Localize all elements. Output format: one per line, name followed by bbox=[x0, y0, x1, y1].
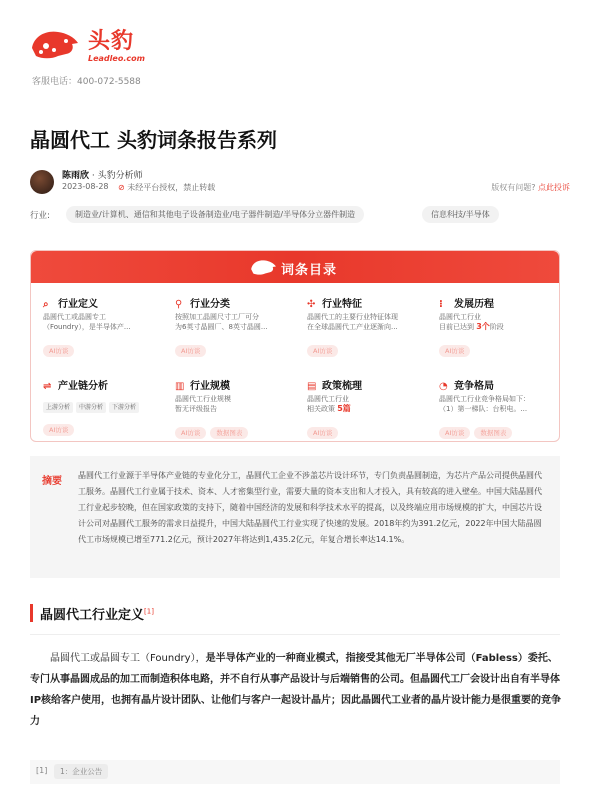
toc-item-desc: （1）第一梯队：台积电。... bbox=[439, 405, 528, 413]
stage-count: 3个 bbox=[476, 322, 490, 331]
publish-date: 2023-08-28 bbox=[62, 182, 109, 191]
copyright-question-text: 版权有问题? bbox=[491, 183, 536, 192]
industry-label: 行业: bbox=[30, 211, 50, 221]
data-chart-chip[interactable]: 数据图表 bbox=[210, 427, 248, 439]
toc-item-desc: 为6英寸晶圆厂、8英寸晶圆... bbox=[175, 323, 268, 331]
ai-interview-chip[interactable]: AI访谈 bbox=[439, 345, 470, 357]
toc-item-title: 产业链分析 bbox=[58, 381, 108, 392]
copyright-question bbox=[491, 182, 570, 193]
service-phone: 客服电话：400-072-5588 bbox=[32, 77, 141, 87]
section-title bbox=[40, 604, 154, 623]
toc-item-title: 竞争格局 bbox=[454, 381, 494, 392]
toc-header bbox=[31, 251, 559, 283]
policy-count: 5篇 bbox=[337, 404, 351, 413]
toc-item-title: 行业定义 bbox=[58, 299, 98, 310]
ai-interview-chip[interactable]: AI访谈 bbox=[175, 427, 206, 439]
footnote-number: [1] bbox=[36, 766, 48, 775]
hierarchy-icon: ⚲ bbox=[175, 299, 183, 310]
timeline-icon: ⁝ bbox=[439, 299, 443, 310]
toc-panel bbox=[30, 250, 560, 442]
policy-doc-icon: ▤ bbox=[307, 381, 317, 392]
upstream-tag[interactable]: 上游分析 bbox=[43, 402, 73, 413]
toc-item-desc: 暂无评级报告 bbox=[175, 405, 217, 413]
downstream-tag[interactable]: 下游分析 bbox=[109, 402, 139, 413]
section-title-text: 晶圆代工行业定义 bbox=[40, 608, 145, 623]
ai-interview-chip[interactable]: AI访谈 bbox=[175, 345, 206, 357]
page-title: 晶圆代工 头豹词条报告系列 bbox=[30, 128, 277, 152]
toc-item-policy[interactable] bbox=[307, 377, 427, 437]
toc-item-desc: 晶圆代工行业规模 bbox=[175, 395, 231, 403]
toc-item-classification[interactable] bbox=[175, 295, 295, 355]
brand-name: 头豹 bbox=[88, 29, 135, 54]
section-divider bbox=[30, 634, 560, 635]
leopard-logo-icon bbox=[28, 26, 80, 62]
definition-plain: 晶圆代工或晶圆专工（Foundry）， bbox=[50, 653, 206, 664]
footnote-source-tag[interactable]: 1：企业公告 bbox=[54, 764, 108, 779]
toc-item-desc: 按照加工晶圆尺寸工厂可分 bbox=[175, 313, 259, 321]
copyright-notice-text: 未经平台授权，禁止转载 bbox=[127, 183, 216, 192]
toc-item-desc: 晶圆代工或晶圆专工 bbox=[43, 313, 106, 321]
toc-item-desc: 晶圆代工行业竞争格局如下： bbox=[439, 395, 530, 403]
toc-item-definition[interactable] bbox=[43, 295, 163, 355]
toc-item-desc-prefix: 目前已达到 bbox=[439, 323, 477, 331]
author-info bbox=[62, 168, 143, 181]
abstract-text: 晶圆代工行业源于半导体产业链的专业化分工，晶圆代工企业不涉盖芯片设计环节，专门负责晶圆制造，为芯片产品公司提供晶圆代工服务。晶圆代工行业属于技术、资本、人才密集型行业，需要大量的资本支出和人才投入，具有较高的进入壁垒。中国大陆晶圆代工行业起步较晚，但在国家政策的支持下，随着中国经济的发展和科学技术水平的提高，以及终端应用市场规模的扩大，中国芯片设计公司对晶圆代工服务的需求日益提升，中国大陆晶圆代工行业实现了快速的发展。2018年约为391.2亿元，2022年中国大陆晶圆代工市场规模已增至771.2亿元，预计2027年将达到1,435.2亿元，年复合增长率达14.1%。 bbox=[78, 471, 542, 544]
footnote-bar bbox=[30, 760, 560, 784]
toc-item-scale[interactable] bbox=[175, 377, 295, 437]
toc-item-title: 发展历程 bbox=[454, 299, 494, 310]
toc-item-history[interactable] bbox=[439, 295, 559, 355]
midstream-tag[interactable]: 中游分析 bbox=[76, 402, 106, 413]
copyright-notice bbox=[118, 182, 215, 193]
brand-logo[interactable] bbox=[28, 22, 148, 74]
avatar[interactable] bbox=[30, 170, 54, 194]
toc-item-title: 政策梳理 bbox=[322, 381, 362, 392]
toc-item-title: 行业分类 bbox=[190, 299, 230, 310]
report-link[interactable]: 点此投诉 bbox=[538, 183, 570, 192]
author-role: · 头豹分析师 bbox=[91, 171, 143, 181]
ai-interview-chip[interactable]: AI访谈 bbox=[43, 345, 74, 357]
toc-item-competition[interactable] bbox=[439, 377, 559, 437]
author-name[interactable]: 陈雨欣 bbox=[62, 171, 90, 181]
section-marker bbox=[30, 604, 33, 622]
toc-item-desc-suffix: 阶段 bbox=[489, 323, 504, 331]
toc-item-features[interactable] bbox=[307, 295, 427, 355]
ai-interview-chip[interactable]: AI访谈 bbox=[439, 427, 470, 439]
author-row bbox=[30, 168, 570, 194]
toc-item-desc-prefix: 相关政策 bbox=[307, 405, 338, 413]
ai-interview-chip[interactable]: AI访谈 bbox=[307, 345, 338, 357]
toc-item-title: 行业特征 bbox=[322, 299, 362, 310]
search-doc-icon: ⌕ bbox=[43, 299, 49, 310]
industry-tag[interactable]: 信息科技/半导体 bbox=[422, 206, 499, 223]
toc-item-desc bbox=[439, 322, 559, 332]
toc-item-title: 行业规模 bbox=[190, 381, 230, 392]
ai-interview-chip[interactable]: AI访谈 bbox=[307, 427, 338, 439]
toc-item-desc: 晶圆代工行业 bbox=[307, 395, 349, 403]
definition-paragraph bbox=[30, 648, 562, 732]
toc-item-desc: 晶圆代工行业 bbox=[439, 313, 481, 321]
toc-item-desc: 晶圆代工的主要行业特征体现 bbox=[307, 313, 398, 321]
toc-item-desc: （Foundry），是半导体产... bbox=[43, 323, 131, 331]
prohibited-icon: ⊘ bbox=[118, 183, 125, 192]
abstract-box bbox=[30, 456, 560, 578]
pie-chart-icon: ◔ bbox=[439, 381, 448, 392]
data-chart-chip[interactable]: 数据图表 bbox=[474, 427, 512, 439]
toc-title: 词条目录 bbox=[281, 263, 338, 278]
leopard-logo-icon bbox=[249, 256, 277, 278]
ai-interview-chip[interactable]: AI访谈 bbox=[43, 424, 74, 436]
brand-domain: Leadleo.com bbox=[88, 54, 145, 63]
industry-tag[interactable]: 制造业/计算机、通信和其他电子设备制造业/电子器件制造/半导体分立器件制造 bbox=[66, 206, 364, 223]
definition-bold: 是半导体产业的一种商业模式，指接受其他无厂半导体公司（Fabless）委托、专门从事晶圆成品的加工而制造积体电路，并不自行从事产品设计与后端销售的公司。但晶圆代工厂会设计出自有半导体IP核给客户使用，也拥有晶片设计团队、让他们与客户一起设计晶片；因此晶圆代工业者的晶片设计能力是很重要的竞争力 bbox=[30, 653, 562, 727]
toc-item-chain[interactable] bbox=[43, 377, 163, 434]
section-reference[interactable]: [1] bbox=[144, 607, 154, 616]
toc-item-desc bbox=[307, 404, 427, 414]
puzzle-icon: ✣ bbox=[307, 299, 316, 310]
abstract-label: 摘要 bbox=[42, 476, 62, 487]
chain-icon: ⇌ bbox=[43, 381, 52, 392]
bar-chart-icon: ▥ bbox=[175, 381, 185, 392]
toc-item-desc: 在全球晶圆代工产业逐渐向... bbox=[307, 323, 398, 331]
industry-row bbox=[30, 206, 570, 224]
